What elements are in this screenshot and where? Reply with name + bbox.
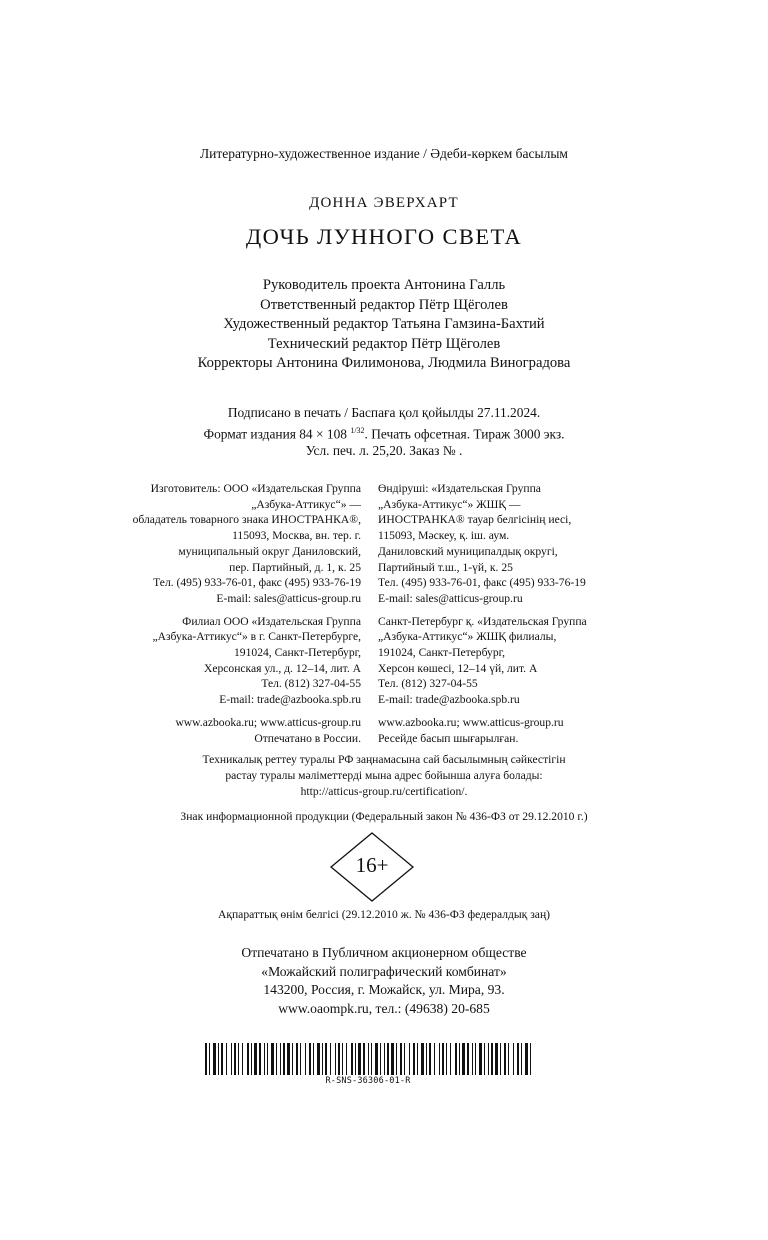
text-line: Тел. (812) 327-04-55 [378,677,478,691]
text-line: 191024, Санкт-Петербург, [378,646,505,660]
staff-line: Корректоры Антонина Филимонова, Людмила Виноградова [197,355,571,371]
book-title: ДОЧЬ ЛУННОГО СВЕТА [245,224,523,249]
age-rating: 16+ [355,853,389,877]
text-line: Филиал ООО «Издательская Группа [182,614,361,628]
text-line: ИНОСТРАНКА® тауар белгісінің иесі, [378,513,572,527]
text-line: Херсон көшесі, 12–14 үй, лит. А [378,661,538,675]
editorial-staff [0,276,768,374]
text-line: «Можайский полиграфический комбинат» [261,963,507,979]
text-line: 115093, Мәскеу, қ. іш. аум. [378,529,510,543]
text-line: E-mail: sales@atticus-group.ru [216,591,361,605]
text-line: Изготовитель: ООО «Издательская Группа [150,482,361,495]
text-line: Отпечатано в Публичном акционерном обществе [241,945,527,960]
staff-line: Технический редактор Пётр Щёголев [267,335,501,352]
certification-link: http://atticus-group.ru/certification/. [300,785,468,798]
manufacturer-ru [133,481,361,607]
staff-line: Ответственный редактор Пётр Щёголев [260,296,508,313]
text-line: „Азбука-Аттикус“» ЖШҚ филиалы, [378,630,557,644]
author-name: ДОННА ЭВЕРХАРТ [309,195,459,211]
format-suffix: . Печать офсетная. Тираж 3000 экз. [364,425,565,441]
format-line [0,422,768,443]
text-line: E-mail: trade@azbooka.spb.ru [219,693,361,707]
text-line: обладатель товарного знака ИНОСТРАНКА®, [132,513,361,527]
text-line: Херсонская ул., д. 12–14, лит. А [203,661,361,675]
certification-notice [0,752,768,800]
text-line: www.azbooka.ru; www.atticus-group.ru [175,715,361,729]
text-line: Тел. (812) 327-04-55 [261,677,361,691]
branch-kz [378,614,587,708]
text-line: www.azbooka.ru; www.atticus-group.ru [378,715,564,729]
text-line: „Азбука-Аттикус“» в г. Санкт-Петербурге, [152,630,361,644]
text-line: Өндіруші: «Издательская Группа [378,482,541,495]
text-line: муниципальный округ Даниловский, [178,544,361,558]
branch-ru [133,614,361,708]
text-line: Ресейде басып шығарылған. [378,731,519,745]
text-line: Тел. (495) 933-76-01, факс (495) 933-76-19 [378,576,586,590]
age-rating-badge [327,831,417,903]
staff-line: Руководитель проекта Антонина Галль [262,277,506,293]
barcode-code: R-SNS-36306-01-R [325,1076,411,1086]
text-line: www.oaompk.ru, тел.: (49638) 20-685 [278,1000,490,1016]
text-line: E-mail: sales@atticus-group.ru [378,591,523,605]
text-line: Санкт-Петербург қ. «Издательская Группа [378,614,587,628]
manufacturer-kz [378,481,587,607]
text-line: 115093, Москва, вн. тер. г. [232,529,361,543]
info-sign-kz: Ақпараттық өнім белгісі (29.12.2010 ж. № 436-ФЗ федералдық заң) [217,908,551,921]
printer-info [0,944,768,1018]
web-kz [378,715,587,746]
sheets-order: Усл. печ. л. 25,20. Заказ № . [305,443,463,459]
text-line: E-mail: trade@azbooka.spb.ru [378,693,520,707]
text-line: Даниловский муниципалдық округі, [378,544,558,558]
text-line: растау туралы мәліметтерді мына адрес бойынша алуға болады: [225,769,543,782]
staff-line: Художественный редактор Татьяна Гамзина-Бахтий [223,316,545,332]
text-line: 191024, Санкт-Петербург, [234,646,361,660]
text-line: „Азбука-Аттикус“» — [251,497,361,511]
publisher-column-ru [133,481,361,746]
text-line: пер. Партийный, д. 1, к. 25 [229,560,361,574]
format-fraction: 1/32 [350,425,365,435]
text-line: Тел. (495) 933-76-01, факс (495) 933-76-19 [153,576,361,590]
signed-date: Подписано в печать / Баспаға қол қойылды 27.11.2024. [227,405,541,420]
text-line: „Азбука-Аттикус“» ЖШҚ — [378,497,521,511]
genre-line: Литературно-художественное издание / Әдеби-көркем басылым [200,146,568,161]
publisher-column-kz [378,481,587,746]
format-prefix: Формат издания 84 × 108 [203,425,351,441]
info-sign-ru: Знак информационной продукции (Федеральный закон № 436-ФЗ от 29.12.2010 г.) [180,810,588,823]
barcode [205,1043,531,1075]
web-ru [133,715,361,746]
text-line: Партийный т.ш., 1-үй, к. 25 [378,560,513,574]
text-line: Отпечатано в России. [254,731,361,745]
text-line: 143200, Россия, г. Можайск, ул. Мира, 93. [263,982,505,997]
print-details [0,404,768,460]
text-line: Техникалық реттеу туралы РФ заңнамасына сай басылымның сәйкестігін [202,753,566,766]
